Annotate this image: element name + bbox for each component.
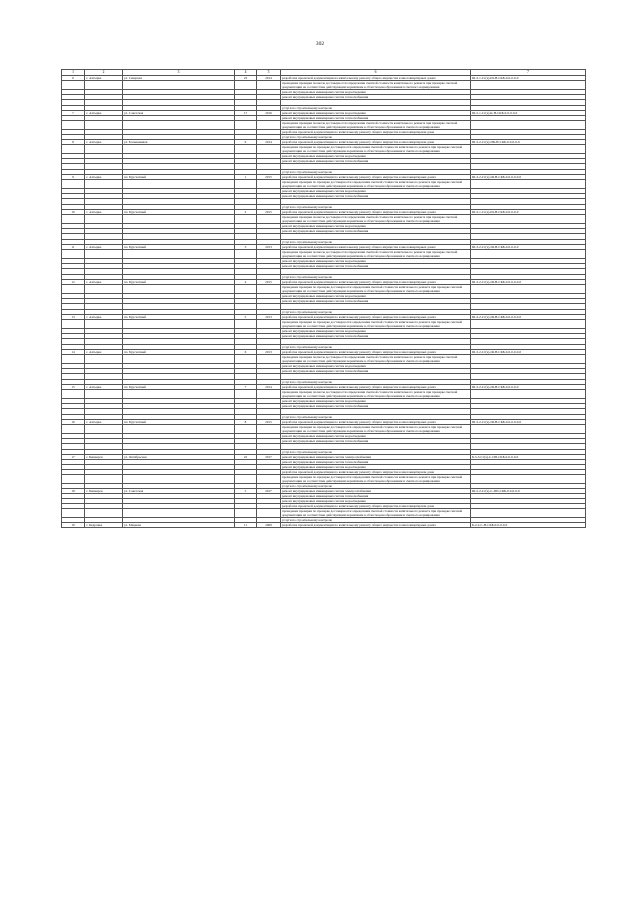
object-code-cell: Ш-3-2-Ст(ч)-Ш-Н-СКБ-0-0-0-0-0-0	[471, 315, 586, 320]
house-cell: 4	[235, 280, 257, 285]
empty-cell	[85, 425, 123, 434]
year-cell: 2016	[257, 111, 281, 116]
year-cell: 2013	[257, 315, 281, 320]
locality-cell: с. Ахтырка	[85, 175, 123, 180]
work-row	[62, 121, 586, 130]
empty-cell	[123, 145, 235, 154]
empty-cell	[471, 475, 586, 484]
empty-cell	[471, 390, 586, 399]
empty-cell	[235, 215, 257, 224]
work-type-cell: ремонт внутридомовых инженерных систем теплоснабжения	[281, 404, 471, 409]
work-type-cell: разработка проектной документации по капитальному ремонту общего имущества в многоквартирных домах	[281, 385, 471, 390]
work-type-cell: проведение проверки полноты достоверности определения сметной стоимости капитального ремонта при проверке сметной документации на соответствие действующим нормативам в области ценообразования и сметного нормирования	[281, 250, 471, 259]
empty-cell	[85, 250, 123, 259]
work-type-cell: ремонт внутридомовых инженерных систем электроснабжения	[281, 455, 471, 460]
empty-cell	[235, 320, 257, 329]
work-type-cell: ремонт внутридомовых инженерных систем теплоснабжения	[281, 159, 471, 164]
work-type-cell: услуги по строительному контролю	[281, 205, 471, 210]
empty-cell	[85, 320, 123, 329]
work-type-cell: проведение проверки полноты достоверности определения сметной стоимости капитального ремонта при проверке сметной документации на соответствие действующим нормативам в области ценообразования и сметного нормирования	[281, 355, 471, 364]
object-row	[62, 111, 586, 116]
empty-cell	[123, 425, 235, 434]
header-cell: 5	[257, 70, 281, 76]
object-code-cell: Ш-2-2-Ст(ч)-С-ПП-СКБ-0-0-0-0-0	[471, 489, 586, 494]
year-cell: 2014	[257, 140, 281, 145]
year-cell: 2009	[257, 523, 281, 528]
work-row	[62, 215, 586, 224]
work-type-cell: проведение проверки по проверке достоверности определения сметной стоимости капитального ремонта при проверке сметной документации на соответствие действующим нормативам в области ценообразования и сметного нормирования	[281, 320, 471, 329]
object-code-cell: Ш-3-1-Сг(ч)-Ш-Н-СКБ-0-0-0-0-0	[471, 210, 586, 215]
year-cell: 2015	[257, 210, 281, 215]
work-type-cell: ремонт внутридомовых инженерных систем водоотведения	[281, 434, 471, 439]
row-number: 10	[62, 210, 85, 215]
locality-cell: с. Бешкарск	[85, 455, 123, 460]
work-row	[62, 509, 586, 518]
house-cell: 23	[235, 76, 257, 81]
row-number: 11	[62, 245, 85, 250]
empty-cell	[257, 509, 281, 518]
empty-cell	[85, 355, 123, 364]
empty-cell	[471, 250, 586, 259]
work-type-cell: услуги по строительному контролю	[281, 135, 471, 140]
object-row	[62, 140, 586, 145]
street-cell: пл. Брусчатный	[123, 175, 235, 180]
work-type-cell: услуги по строительному контролю	[281, 310, 471, 315]
locality-cell: с. Бешкарск	[85, 489, 123, 494]
object-row	[62, 385, 586, 390]
object-row	[62, 489, 586, 494]
house-cell: 5	[235, 315, 257, 320]
empty-cell	[235, 285, 257, 294]
work-row	[62, 145, 586, 154]
row-number: 7	[62, 111, 85, 116]
empty-cell	[471, 121, 586, 130]
empty-cell	[257, 425, 281, 434]
work-type-cell: проведение проверки по проверке достоверности определения сметной стоимости капитального ремонта при проверке сметной документации на соответствие действующим нормативам в области ценообразования и сметного нормирования	[281, 285, 471, 294]
row-number: 14	[62, 350, 85, 355]
empty-cell	[257, 145, 281, 154]
street-cell: ул. Октябрьская	[123, 455, 235, 460]
year-cell: 2015	[257, 280, 281, 285]
object-row	[62, 350, 586, 355]
work-type-cell: услуги по строительному контролю	[281, 380, 471, 385]
empty-cell	[123, 509, 235, 518]
street-cell: пл. Брусчатный	[123, 210, 235, 215]
work-type-cell: разработка проектной документации по капитальному ремонту общего имущества в многоквартирных домах	[281, 280, 471, 285]
row-number: 13	[62, 315, 85, 320]
empty-cell	[123, 355, 235, 364]
work-type-cell: разработка проектной документации по капитальному ремонту общего имущества в многоквартирных домах	[281, 175, 471, 180]
locality-cell: с. Ахтырка	[85, 315, 123, 320]
header-cell: 7	[471, 70, 586, 76]
row-number: 15	[62, 385, 85, 390]
work-type-cell: ремонт внутридомовых инженерных систем теплоснабжения	[281, 116, 471, 121]
empty-cell	[235, 390, 257, 399]
empty-cell	[85, 509, 123, 518]
object-code-cell: Б-5-3-Ст(ч)-С-ПП-СКБ-0-0-0-0-0	[471, 455, 586, 460]
empty-cell	[123, 475, 235, 484]
work-type-cell: проведение проверки по проверке достоверности определения сметной стоимости капитального ремонта при проверке сметной документации на соответствие действующим нормативам в области ценообразования и сметного нормирования	[281, 475, 471, 484]
work-row	[62, 355, 586, 364]
object-code-cell: Ш-3-1-Сг(ч)-Ш-Н-СКБ-0-0-0-0-0	[471, 76, 586, 81]
locality-cell: с. Ахтырка	[85, 280, 123, 285]
object-row	[62, 420, 586, 425]
locality-cell: с. Ахтырка	[85, 420, 123, 425]
work-type-cell: услуги по строительному контролю	[281, 518, 471, 523]
year-cell: 2013	[257, 350, 281, 355]
empty-cell	[235, 81, 257, 90]
empty-cell	[471, 215, 586, 224]
work-row	[62, 425, 586, 434]
street-cell: пл. Брусчатный	[123, 315, 235, 320]
work-type-cell: услуги по строительному контролю	[281, 275, 471, 280]
row-number: 16	[62, 420, 85, 425]
repair-schedule-table	[61, 69, 586, 528]
street-cell: ул. Северная	[123, 76, 235, 81]
empty-cell	[235, 425, 257, 434]
empty-cell	[62, 285, 85, 294]
locality-cell: с. Ахтырка	[85, 111, 123, 116]
house-cell: 7	[235, 385, 257, 390]
work-type-cell: услуги по строительному контролю	[281, 415, 471, 420]
empty-cell	[235, 509, 257, 518]
work-type-cell: ремонт внутридомовых инженерных систем водоотведения	[281, 154, 471, 159]
street-cell: пл. Брусчатный	[123, 350, 235, 355]
empty-cell	[471, 180, 586, 189]
empty-cell	[85, 475, 123, 484]
header-cell: 1	[62, 70, 85, 76]
work-type-cell: услуги по строительному контролю	[281, 106, 471, 111]
work-type-cell: проведение проверки по проверке достоверности определения сметной стоимости капитального ремонта при проверке сметной документации на соответствие действующим нормативам в области ценообразования и сметного нормирования	[281, 145, 471, 154]
street-cell: пл. Брусчатный	[123, 245, 235, 250]
work-row	[62, 180, 586, 189]
object-code-cell: Ш-3-2-Ст(ч)-Ш-Н-СКБ-0-0-0-0-0-0	[471, 420, 586, 425]
empty-cell	[123, 180, 235, 189]
empty-cell	[235, 475, 257, 484]
empty-cell	[123, 81, 235, 90]
work-type-cell: проведение проверки по проверке достоверности определения сметной стоимости капитального ремонта при проверке сметной документации на соответствие действующим нормативам в области ценообразования и сметного нормирования	[281, 509, 471, 518]
empty-cell	[85, 145, 123, 154]
street-cell: ул. Советская	[123, 111, 235, 116]
work-type-cell: ремонт внутридомовых инженерных систем теплоснабжения	[281, 95, 471, 100]
empty-cell	[471, 509, 586, 518]
work-type-cell: проведение проверки полноты достоверности определения сметной стоимости капитального ремонта при проверке сметной документации на соответствие действующим нормативам в области ценообразования и сметного нормирования	[281, 215, 471, 224]
work-type-cell: ремонт внутридомовых инженерных систем теплоснабжения	[281, 369, 471, 374]
header-cell: 4	[235, 70, 257, 76]
empty-cell	[471, 320, 586, 329]
empty-cell	[235, 180, 257, 189]
work-type-cell: ремонт внутридомовых инженерных систем теплоснабжения	[281, 194, 471, 199]
work-type-cell: ремонт внутридомовых инженерных систем водоотведения	[281, 90, 471, 95]
work-row	[62, 285, 586, 294]
object-row	[62, 210, 586, 215]
row-number: 9	[62, 175, 85, 180]
work-type-cell: ремонт внутридомовых инженерных систем водоотведения	[281, 399, 471, 404]
work-type-cell: проведение проверки полноты достоверности определения сметной стоимости капитального ремонта при проверке сметной документации на соответствие действующим нормативам в области ценообразования в сметного нормирования	[281, 81, 471, 90]
object-row	[62, 523, 586, 528]
empty-cell	[257, 320, 281, 329]
empty-cell	[62, 355, 85, 364]
empty-cell	[257, 215, 281, 224]
empty-cell	[85, 285, 123, 294]
object-code-cell: Б-2-2-С-Н-СКБ-0-0-0-0-0	[471, 523, 586, 528]
empty-cell	[257, 285, 281, 294]
work-row	[62, 250, 586, 259]
work-row	[62, 390, 586, 399]
work-type-cell: разработка проектной документации по капитальному ремонту общего имущества в многоквартирных домах	[281, 315, 471, 320]
street-cell: ул. Мацкова	[123, 523, 235, 528]
work-type-cell: разработка проектной документации на капитальному ремонту общего имущества в многоквартирных домах	[281, 245, 471, 250]
work-row	[62, 320, 586, 329]
empty-cell	[85, 121, 123, 130]
row-number: 6	[62, 76, 85, 81]
page-number: 302	[315, 41, 325, 47]
empty-cell	[62, 145, 85, 154]
work-type-cell: разработка проектной документации по капитальному ремонту общего имущества в многоквартирных домах	[281, 210, 471, 215]
empty-cell	[62, 121, 85, 130]
work-row	[62, 81, 586, 90]
empty-cell	[85, 81, 123, 90]
house-cell: 5	[235, 489, 257, 494]
empty-cell	[85, 180, 123, 189]
work-type-cell: ремонт внутридомовых инженерных систем водоотведения	[281, 189, 471, 194]
empty-cell	[471, 285, 586, 294]
work-type-cell: услуги по строительному контролю	[281, 170, 471, 175]
year-cell: 2014	[257, 76, 281, 81]
header-cell: 3	[123, 70, 235, 76]
empty-cell	[85, 390, 123, 399]
empty-cell	[62, 425, 85, 434]
work-type-cell: услуги по строительному контролю	[281, 240, 471, 245]
object-code-cell: Ш-3-2-Ст(ч)-ПК-Н-СКБ-0-0-0-0-0	[471, 140, 586, 145]
empty-cell	[62, 390, 85, 399]
work-type-cell: разработка проектной документации по капитальному ремонту общего имущества в многоквартирном доме	[281, 140, 471, 145]
row-number: 12	[62, 280, 85, 285]
work-type-cell: ремонт внутридомовых инженерных систем водоотведения	[281, 259, 471, 264]
year-cell: 2014	[257, 385, 281, 390]
object-row	[62, 455, 586, 460]
row-number: 8	[62, 140, 85, 145]
work-type-cell: ремонт внутридомовых инженерных систем водоотведения	[281, 294, 471, 299]
work-type-cell: ремонт внутридомовых инженерных систем теплоснабжения	[281, 439, 471, 444]
house-cell: 6	[235, 350, 257, 355]
empty-cell	[123, 285, 235, 294]
work-type-cell: ремонт внутридомовых инженерных систем теплоснабжения	[281, 334, 471, 339]
empty-cell	[471, 81, 586, 90]
work-type-cell: ремонт внутридомовых инженерных систем теплоснабжения	[281, 299, 471, 304]
object-row	[62, 76, 586, 81]
object-row	[62, 315, 586, 320]
year-cell: 2017	[257, 455, 281, 460]
empty-cell	[62, 250, 85, 259]
locality-cell: с. Ахтырка	[85, 350, 123, 355]
empty-cell	[257, 81, 281, 90]
empty-cell	[62, 180, 85, 189]
empty-cell	[123, 390, 235, 399]
empty-cell	[471, 145, 586, 154]
year-cell: 2015	[257, 420, 281, 425]
empty-cell	[257, 180, 281, 189]
work-type-cell: ремонт внутридомовых инженерных систем теплоснабжения	[281, 229, 471, 234]
object-row	[62, 280, 586, 285]
empty-cell	[85, 215, 123, 224]
work-type-cell: ремонт внутридомовых инженерных систем водоотведения	[281, 224, 471, 229]
work-type-cell: ремонт внутридомовых инженерных систем электроснабжения	[281, 489, 471, 494]
empty-cell	[257, 121, 281, 130]
object-code-cell: Ш-3-2-Ст(ч)-Ш-Н-СКБ-0-0-0-0-0-0	[471, 175, 586, 180]
empty-cell	[471, 425, 586, 434]
year-cell: 2017	[257, 489, 281, 494]
street-cell: пл. Брусчатный	[123, 280, 235, 285]
work-type-cell: ремонт внутридомовых инженерных систем теплоснабжения	[281, 264, 471, 269]
work-type-cell: проведение проверки полноты достоверности определения сметной стоимости капитального ремонта при проверке сметной документации на соответствие действующим нормативам в области ценообразования и сметного нормирования	[281, 390, 471, 399]
empty-cell	[123, 215, 235, 224]
object-code-cell: Ш-5-1-Сг(ч)-К-Н-СКБ-0-0-0-0-0	[471, 111, 586, 116]
object-code-cell: Ш-3-2-Ст(ч)-Ш-Н-СКБ-0-0-0-0-0-0	[471, 350, 586, 355]
empty-cell	[257, 250, 281, 259]
street-cell: ул. Советская	[123, 489, 235, 494]
empty-cell	[235, 121, 257, 130]
empty-cell	[123, 250, 235, 259]
work-type-cell: разработка проектной документации по капитальному ремонту общего имущества в многоквартирном доме	[281, 504, 471, 509]
work-type-cell: проведение проверки по проверке достоверности определения сметной стоимости капитального ремонта при проверке сметной документации на соответствие действующим нормативам в области ценообразования и сметного нормирования	[281, 425, 471, 434]
object-code-cell: Ш-3-2-Ст(ч)-Ш-Н-СКБ-0-0-0-0-0	[471, 385, 586, 390]
work-type-cell: разработка проектной документации по капитальному ремонту общего имущества в многоквартирных домах	[281, 523, 471, 528]
empty-cell	[235, 250, 257, 259]
street-cell: пл. Брусчатный	[123, 420, 235, 425]
work-type-cell: ремонт внутридомовых инженерных систем водоотведения	[281, 465, 471, 470]
empty-cell	[62, 320, 85, 329]
work-type-cell: ремонт внутридомовых инженерных систем водоотведения	[281, 329, 471, 334]
empty-cell	[235, 355, 257, 364]
house-cell: 22	[235, 455, 257, 460]
house-cell: 11	[235, 523, 257, 528]
row-number: 17	[62, 455, 85, 460]
work-type-cell: проведение проверки по проверке достоверности определения сметной стоимости капитального ремонта при проверке сметной документации на соответствие действующим нормативам в области ценообразования и сметного нормирования	[281, 180, 471, 189]
work-type-cell: разработка проектной документации по капитальному ремонту общего имущества в многоквартирных домах	[281, 350, 471, 355]
work-type-cell: разработка проектной документации по капитальному ремонту общего имущества в многоквартирных домах	[281, 420, 471, 425]
header-cell: 6	[281, 70, 471, 76]
locality-cell: с. Ахтырка	[85, 76, 123, 81]
work-type-cell: ремонт внутридомовых инженерных систем теплоснабжения	[281, 460, 471, 465]
house-cell: 9	[235, 140, 257, 145]
work-type-cell: ремонт внутридомовых инженерных систем водоотведения	[281, 364, 471, 369]
house-cell: 8	[235, 420, 257, 425]
work-type-cell: услуги по строительному контролю	[281, 484, 471, 489]
year-cell: 2013	[257, 245, 281, 250]
row-number: 19	[62, 523, 85, 528]
empty-cell	[62, 81, 85, 90]
object-code-cell: Ш-3-2-Ст(ч)-Ш-Н-СКБ-0-0-0-0-0	[471, 245, 586, 250]
locality-cell: с. Ахтырка	[85, 140, 123, 145]
work-type-cell: ремонт внутридомовых инженерных систем водоотведения	[281, 499, 471, 504]
year-cell: 2015	[257, 175, 281, 180]
empty-cell	[62, 475, 85, 484]
work-type-cell: ремонт внутридомовых инженерных систем водоотведения	[281, 111, 471, 116]
work-type-cell: проведение проверки полноты достоверности определения сметной стоимости капитального ремонта при проверке сметной документации на соответствие действующим нормативам в области ценообразования и сметного нормирования	[281, 121, 471, 130]
locality-cell: с. Ахтырка	[85, 385, 123, 390]
empty-cell	[62, 509, 85, 518]
row-number: 18	[62, 489, 85, 494]
empty-cell	[257, 475, 281, 484]
work-type-cell: разработка проектной документации по капитальному ремонту общего имущества в многоквартирном доме	[281, 470, 471, 475]
house-cell: 17	[235, 111, 257, 116]
empty-cell	[235, 145, 257, 154]
empty-cell	[123, 121, 235, 130]
work-type-cell: ремонт внутридомовых инженерных систем теплоснабжения	[281, 494, 471, 499]
street-cell: ул. Большевиков	[123, 140, 235, 145]
empty-cell	[257, 355, 281, 364]
street-cell: пл. Брусчатный	[123, 385, 235, 390]
locality-cell: с. Ахтырка	[85, 245, 123, 250]
empty-cell	[257, 390, 281, 399]
locality-cell: с. Кедровка	[85, 523, 123, 528]
empty-cell	[471, 355, 586, 364]
empty-cell	[62, 215, 85, 224]
empty-cell	[123, 320, 235, 329]
work-type-cell: услуги по строительному контролю	[281, 345, 471, 350]
object-code-cell: Ш-3-2-Ст(ч)-Ш-Н-СКБ-0-0-0-0-0-0	[471, 280, 586, 285]
work-type-cell: разработка проектной документации на капитальному ремонту общего имущества в многоквартирных домах	[281, 76, 471, 81]
work-row	[62, 475, 586, 484]
house-cell: 1	[235, 175, 257, 180]
locality-cell: с. Ахтырка	[85, 210, 123, 215]
house-cell: 2	[235, 210, 257, 215]
header-cell: 2	[85, 70, 123, 76]
object-row	[62, 175, 586, 180]
work-type-cell: услуги по строительному контролю	[281, 450, 471, 455]
work-type-cell: разработка проектной документации по капитальному ремонту общего имущества в многоквартирном доме	[281, 130, 471, 135]
house-cell: 3	[235, 245, 257, 250]
object-row	[62, 245, 586, 250]
